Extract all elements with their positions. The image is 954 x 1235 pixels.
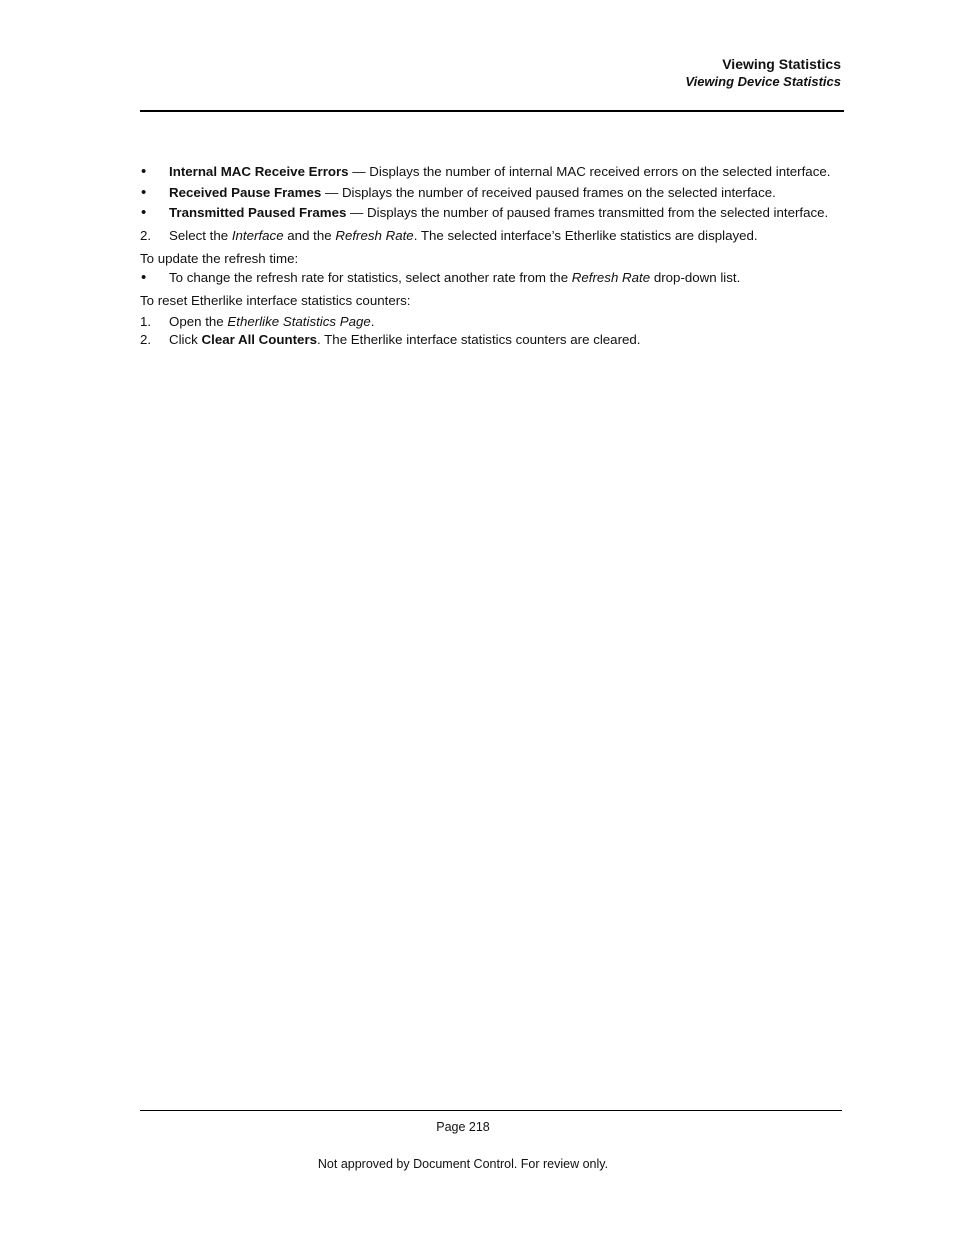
step-number: 1. (140, 314, 152, 329)
page-body (140, 163, 840, 348)
etherlike-statistics-page-ref: Etherlike Statistics Page (227, 314, 371, 329)
term-internal-mac-receive-errors: Internal MAC Receive Errors (169, 164, 349, 179)
update-refresh-intro: To update the refresh time: (140, 251, 299, 266)
step-number: 2. (140, 228, 152, 243)
bullet-marker: • (141, 269, 147, 286)
bullet-marker: • (141, 163, 147, 180)
step-text: Click (169, 332, 202, 347)
step-text: . (370, 314, 375, 329)
refresh-rate-field-ref: Refresh Rate (571, 270, 651, 285)
list-item (140, 269, 840, 286)
bullet-text: drop-down list. (650, 270, 741, 285)
list-item (140, 184, 840, 201)
term-transmitted-paused-frames: Transmitted Paused Frames (169, 205, 347, 220)
header-rule (140, 110, 844, 112)
step-text: . The Etherlike interface statistics counters are cleared. (317, 332, 641, 347)
bullet-marker: • (141, 184, 147, 201)
review-notice: Not approved by Document Control. For review only. (317, 1157, 609, 1171)
chapter-title: Viewing Statistics (722, 56, 841, 72)
interface-field-ref: Interface (231, 228, 284, 243)
term-description: — Displays the number of paused frames transmitted from the selected interface. (346, 205, 829, 220)
refresh-rate-field-ref: Refresh Rate (335, 228, 414, 243)
step-text: Open the (169, 314, 228, 329)
bullet-text: To change the refresh rate for statistics, select another rate from the (169, 270, 572, 285)
term-description: — Displays the number of received paused frames on the selected interface. (321, 185, 776, 200)
step-text: . The selected interface’s Etherlike statistics are displayed. (413, 228, 758, 243)
step-2-clear-counters (140, 331, 840, 348)
page-number: Page 218 (436, 1120, 490, 1134)
section-title: Viewing Device Statistics (685, 74, 841, 89)
term-description: — Displays the number of internal MAC received errors on the selected interface. (348, 164, 831, 179)
footer-rule (140, 1110, 842, 1111)
step-1-open-page (140, 313, 840, 330)
step-2-select-interface (140, 227, 840, 244)
list-item (140, 163, 840, 180)
clear-all-counters-ref: Clear All Counters (201, 332, 318, 347)
term-received-pause-frames: Received Pause Frames (169, 185, 322, 200)
reset-counters-intro: To reset Etherlike interface statistics counters: (140, 293, 411, 308)
list-item (140, 204, 840, 221)
bullet-marker: • (141, 204, 147, 221)
page-header (685, 55, 841, 90)
step-text: and the (283, 228, 336, 243)
step-text: Select the (169, 228, 232, 243)
step-number: 2. (140, 332, 152, 347)
